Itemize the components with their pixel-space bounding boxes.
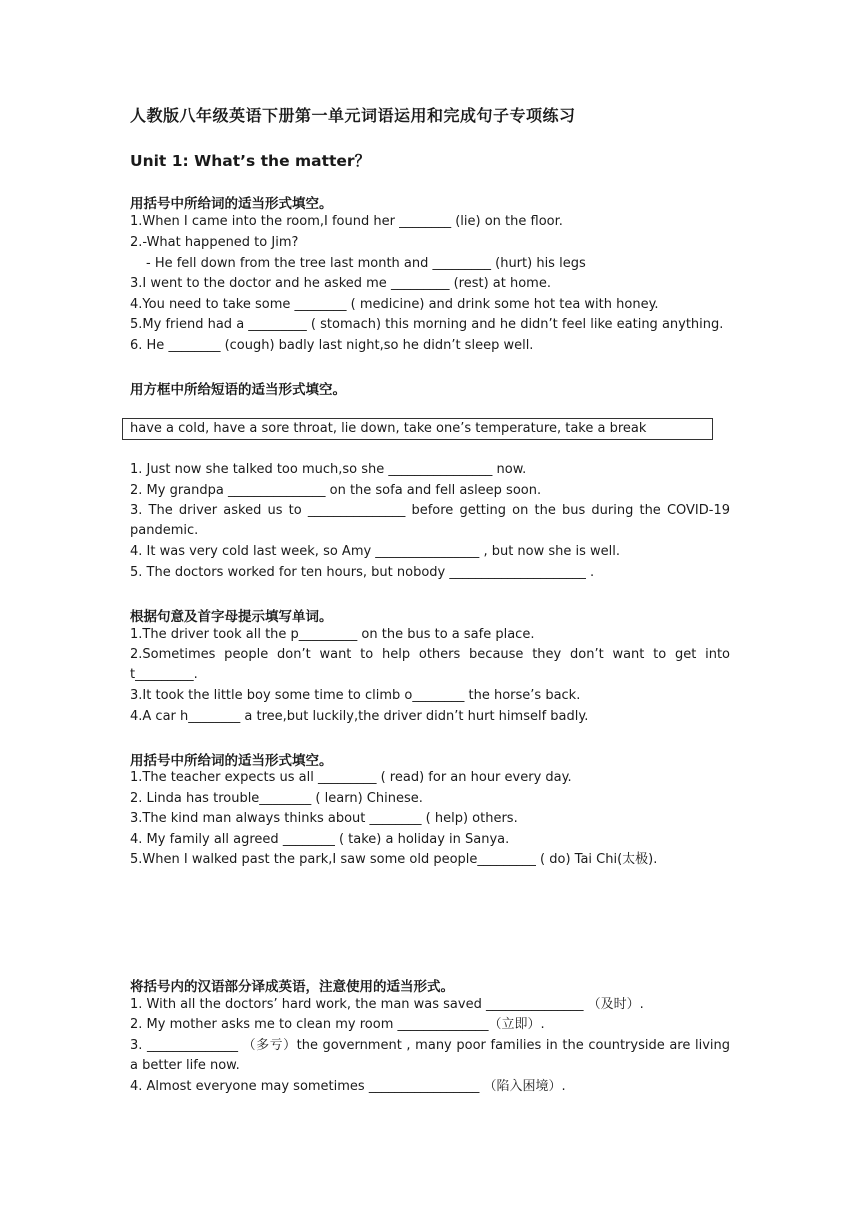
exercise-item: 5.My friend had a _________ ( stomach) this morning and he didn’t feel like eating anything.: [130, 317, 724, 332]
phrase-box: have a cold, have a sore throat, lie down, take one’s temperature, take a break: [122, 418, 713, 440]
exercise-item: 2. Linda has trouble________ ( learn) Chinese.: [130, 791, 423, 806]
exercise-item: 1. With all the doctors’ hard work, the man was saved _______________ （及时）.: [130, 997, 644, 1012]
page-title: 人教版八年级英语下册第一单元词语运用和完成句子专项练习: [130, 106, 576, 125]
section-heading: 将括号内的汉语部分译成英语，注意使用的适当形式。: [130, 979, 454, 995]
exercise-item: 3.The kind man always thinks about ________ ( help) others.: [130, 811, 518, 826]
exercise-item: 4. It was very cold last week, so Amy ________________ , but now she is well.: [130, 544, 621, 559]
exercise-item: 2. My grandpa _______________ on the sofa and fell asleep soon.: [130, 483, 542, 498]
exercise-item: 5. The doctors worked for ten hours, but nobody _____________________ .: [130, 565, 595, 580]
section-heading: 用方框中所给短语的适当形式填空。: [130, 382, 346, 398]
exercise-item: 1.The teacher expects us all _________ ( read) for an hour every day.: [130, 770, 572, 785]
exercise-item: 4. My family all agreed ________ ( take) a holiday in Sanya.: [130, 832, 510, 847]
exercise-item: 1. Just now she talked too much,so she ________________ now.: [130, 462, 527, 477]
exercise-item: 1.The driver took all the p_________ on the bus to a safe place.: [130, 627, 535, 642]
exercise-item: 2. My mother asks me to clean my room ______________（立即）.: [130, 1017, 545, 1032]
exercise-item: 4.You need to take some ________ ( medicine) and drink some hot tea with honey.: [130, 297, 659, 312]
exercise-item: 3.It took the little boy some time to climb o________ the horse’s back.: [130, 688, 581, 703]
exercise-item: 4.A car h________ a tree,but luckily,the driver didn’t hurt himself badly.: [130, 709, 589, 724]
exercise-item: 1.When I came into the room,I found her ________ (lie) on the floor.: [130, 214, 563, 229]
section-heading: 用括号中所给词的适当形式填空。: [130, 196, 333, 212]
section-heading: 用括号中所给词的适当形式填空。: [130, 753, 333, 769]
exercise-item: 2.Sometimes people don’t want to help others because they don’t want to get into t_________.: [130, 647, 730, 682]
unit-heading: Unit 1: What’s the matter？: [130, 152, 371, 170]
section-heading: 根据句意及首字母提示填写单词。: [130, 609, 333, 625]
exercise-item: 4. Almost everyone may sometimes _________________ （陷入困境）.: [130, 1079, 566, 1094]
exercise-item: 2.-What happened to Jim?: [130, 235, 299, 250]
exercise-item: 3. The driver asked us to _______________ before getting on the bus during the COVID-19 pandemic.: [130, 503, 730, 538]
exercise-item: 5.When I walked past the park,I saw some old people_________ ( do) Tai Chi(太极).: [130, 852, 658, 867]
exercise-item: - He fell down from the tree last month and _________ (hurt) his legs: [146, 256, 586, 271]
exercise-item: 3.I went to the doctor and he asked me _________ (rest) at home.: [130, 276, 551, 291]
exercise-item: 6. He ________ (cough) badly last night,so he didn’t sleep well.: [130, 338, 534, 353]
exercise-item: 3. ______________ （多亏）the government , many poor families in the countryside are living a better life now.: [130, 1038, 730, 1073]
